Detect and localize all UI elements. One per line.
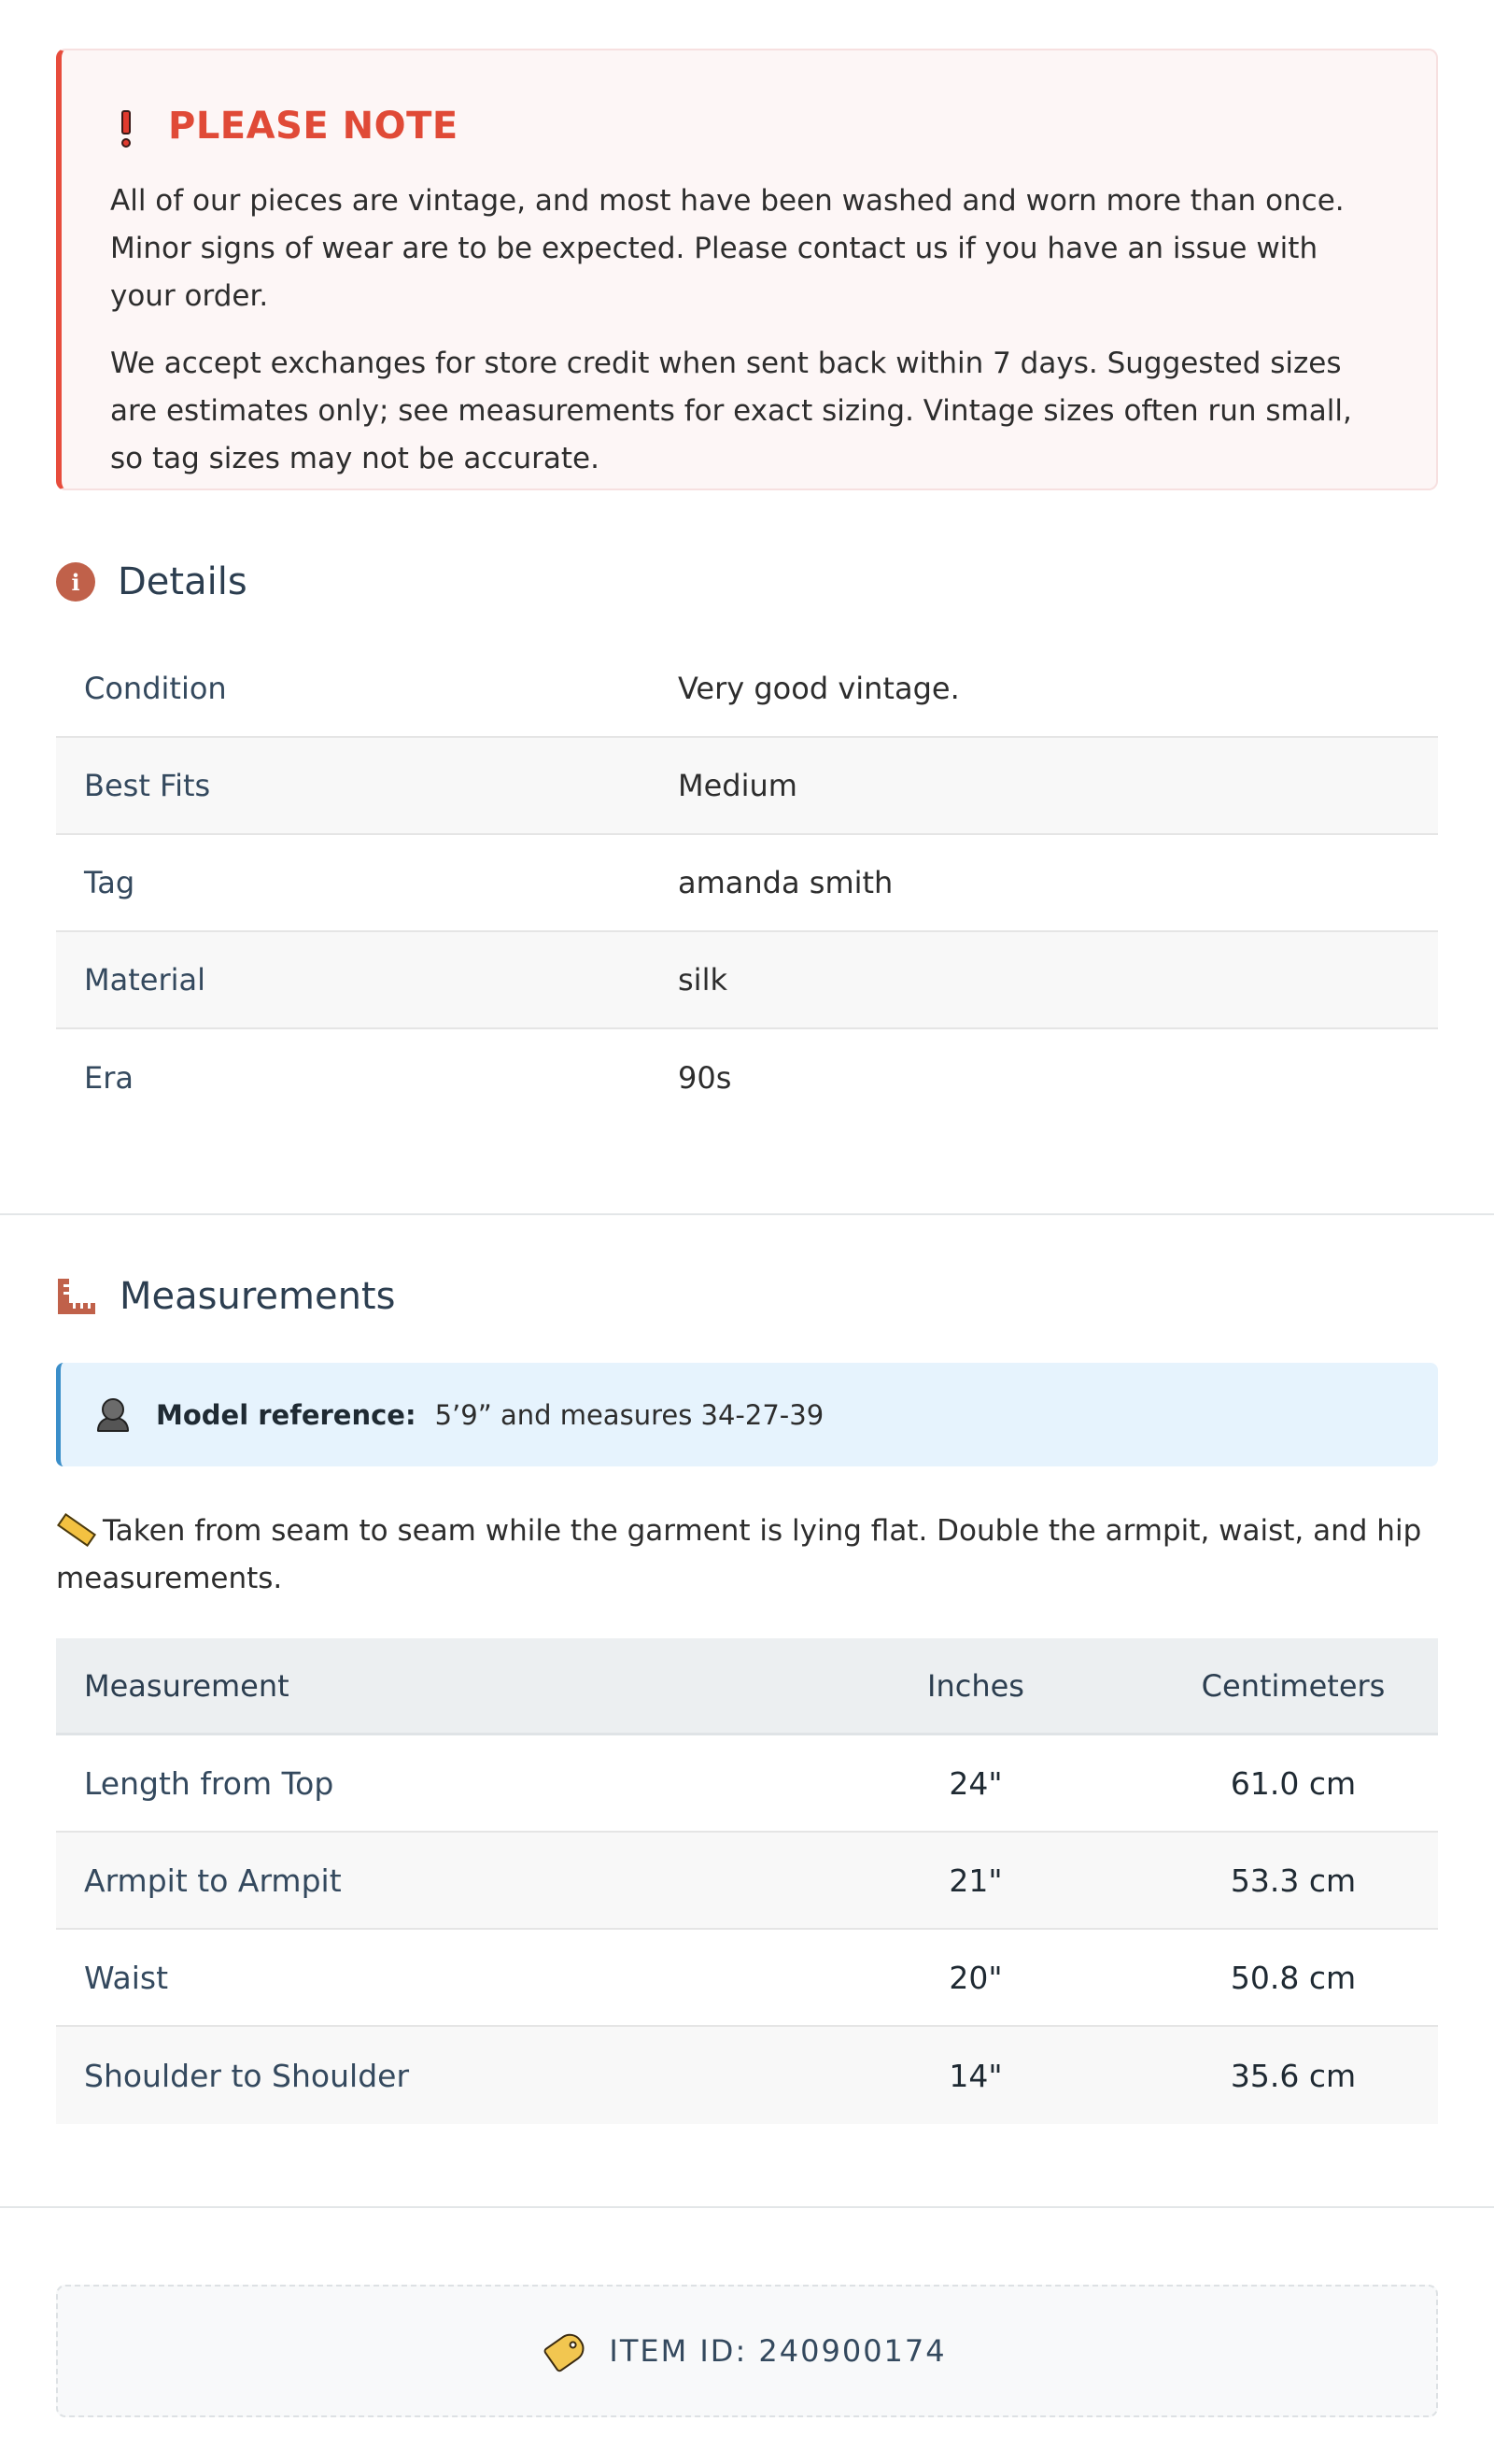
details-row (56, 932, 1438, 1029)
measurement-name: Waist (84, 1959, 169, 1996)
section-divider (0, 2206, 1494, 2208)
details-value: silk (678, 962, 727, 998)
measurement-name: Length from Top (84, 1764, 334, 1802)
model-reference (56, 1363, 1438, 1466)
measurements-heading (56, 1268, 395, 1324)
measurement-inches: 14" (949, 2057, 1003, 2094)
measurement-cm: 50.8 cm (1230, 1959, 1357, 1996)
details-value: Medium (678, 768, 797, 803)
details-label: Material (84, 962, 205, 998)
column-header: Measurement (84, 1667, 289, 1704)
model-reference-value: 5’9” and measures 34-27-39 (434, 1398, 825, 1431)
tag-icon (543, 2329, 589, 2373)
details-value: 90s (678, 1060, 732, 1096)
measurement-cm: 53.3 cm (1230, 1862, 1357, 1899)
measurement-note-text: Taken from seam to seam while the garment is lying flat. Double the armpit, waist, and hip measurements. (56, 1514, 1422, 1595)
details-title: Details (118, 560, 247, 603)
column-header: Inches (927, 1667, 1024, 1704)
table-row (56, 2027, 1438, 2124)
measurements-title: Measurements (120, 1275, 396, 1318)
please-note-box (56, 49, 1438, 490)
details-row (56, 1029, 1438, 1126)
table-row (56, 1833, 1438, 1930)
details-label: Condition (84, 671, 227, 706)
details-table (56, 641, 1438, 1126)
column-header: Centimeters (1201, 1667, 1386, 1704)
item-id-box (56, 2285, 1438, 2417)
details-label: Tag (84, 865, 135, 900)
notice-title: PLEASE NOTE (168, 105, 458, 148)
details-row (56, 641, 1438, 738)
table-row (56, 1735, 1438, 1833)
straight-ruler-icon (57, 1512, 96, 1546)
measurement-cm: 35.6 cm (1230, 2057, 1357, 2094)
section-divider (0, 1213, 1494, 1215)
measurement-name: Armpit to Armpit (84, 1862, 342, 1899)
item-id: ITEM ID: 240900174 (609, 2333, 947, 2369)
info-icon: i (56, 562, 95, 602)
details-label: Era (84, 1060, 134, 1096)
table-row (56, 1930, 1438, 2027)
details-value: Very good vintage. (678, 671, 960, 706)
details-heading (56, 554, 247, 610)
measurement-table (56, 1638, 1438, 2124)
ruler-icon (56, 1277, 97, 1316)
measurement-note (56, 1508, 1438, 1603)
details-label: Best Fits (84, 768, 211, 803)
details-value: amanda smith (678, 865, 894, 900)
measurement-cm: 61.0 cm (1230, 1764, 1357, 1802)
details-row (56, 835, 1438, 932)
measurement-inches: 21" (949, 1862, 1003, 1899)
notice-header (110, 103, 1388, 149)
measurement-inches: 24" (949, 1764, 1003, 1802)
notice-paragraph: We accept exchanges for store credit when sent back within 7 days. Suggested sizes are estimates only; see measurements for exact sizing. Vintage sizes often run small, so tag sizes may not be accurate. (110, 347, 1352, 475)
table-header-row (56, 1638, 1438, 1735)
person-icon (94, 1396, 132, 1434)
details-row (56, 738, 1438, 835)
model-reference-label: Model reference: (156, 1398, 416, 1431)
measurement-inches: 20" (949, 1959, 1003, 1996)
notice-paragraph: All of our pieces are vintage, and most have been washed and worn more than once. Minor signs of wear are to be expected. Please contact us if you have an issue with your order. (110, 184, 1345, 313)
measurement-name: Shoulder to Shoulder (84, 2057, 410, 2094)
exclamation-icon (110, 103, 148, 149)
